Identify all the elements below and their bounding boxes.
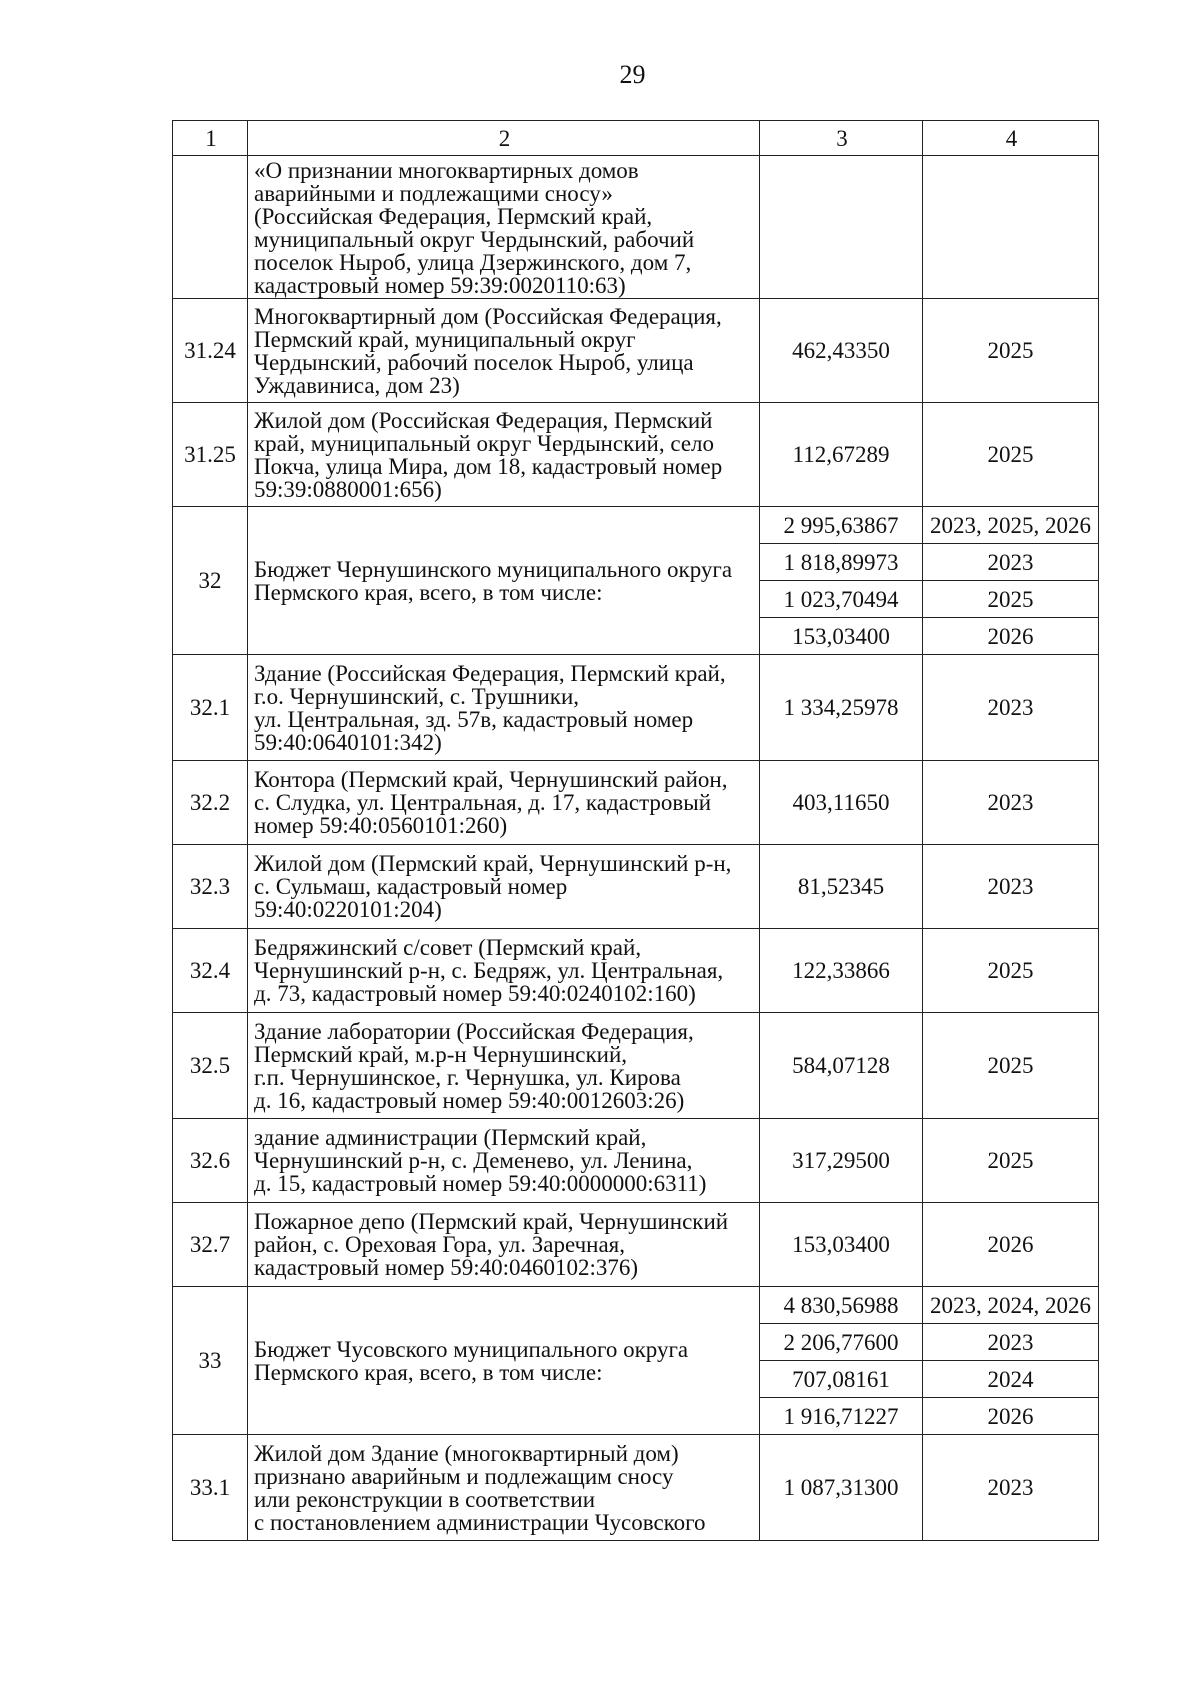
row-years: 2023 bbox=[923, 1435, 1099, 1541]
description-line: аварийными и подлежащими сносу» bbox=[254, 181, 613, 206]
row-description bbox=[248, 1287, 760, 1435]
row-number: 32.4 bbox=[173, 929, 248, 1013]
description-line: Пермский край, муниципальный округ bbox=[254, 326, 636, 352]
description-line: «О признании многоквартирных домов bbox=[254, 158, 639, 183]
row-years: 2026 bbox=[923, 1203, 1099, 1287]
row-years: 2023 bbox=[923, 1324, 1099, 1361]
row-description bbox=[248, 655, 760, 761]
row-amount: 122,33866 bbox=[760, 929, 923, 1013]
row-amount: 403,11650 bbox=[760, 761, 923, 845]
description-line: Пожарное депо (Пермский край, Чернушинский bbox=[254, 1209, 729, 1234]
description-line: д. 15, кадастровый номер 59:40:0000000:6311) bbox=[254, 1171, 707, 1196]
row-description bbox=[248, 1435, 760, 1541]
description-line: признано аварийным и подлежащим сносу bbox=[254, 1463, 674, 1489]
row-number: 32.5 bbox=[173, 1013, 248, 1119]
description-line: 59:40:0640101:342) bbox=[254, 729, 442, 755]
row-description bbox=[248, 761, 760, 845]
row-description bbox=[248, 1119, 760, 1203]
row-amount: 1 334,25978 bbox=[760, 655, 923, 761]
description-line: Бедряжинский с/совет (Пермский край, bbox=[254, 935, 642, 960]
row-years bbox=[923, 156, 1099, 299]
description-line: район, с. Ореховая Гора, ул. Заречная, bbox=[254, 1232, 625, 1257]
row-description bbox=[248, 403, 760, 507]
row-years: 2023, 2024, 2026 bbox=[923, 1287, 1099, 1324]
row-description bbox=[248, 299, 760, 403]
row-years: 2025 bbox=[923, 1119, 1099, 1203]
row-amount: 584,07128 bbox=[760, 1013, 923, 1119]
row-amount bbox=[760, 156, 923, 299]
row-number bbox=[173, 156, 248, 299]
table-row-continuation bbox=[173, 156, 1099, 299]
row-description bbox=[248, 156, 760, 299]
description-line: с. Сульмаш, кадастровый номер bbox=[254, 874, 568, 899]
description-line: Покча, улица Мира, дом 18, кадастровый номер bbox=[254, 453, 723, 479]
row-amount: 2 206,77600 bbox=[760, 1324, 923, 1361]
row-amount: 112,67289 bbox=[760, 403, 923, 507]
description-line: с. Слудка, ул. Центральная, д. 17, кадастровый bbox=[254, 790, 712, 815]
row-years: 2023 bbox=[923, 761, 1099, 845]
row-number: 32 bbox=[173, 507, 248, 655]
description-line: Уждавиниса, дом 23) bbox=[254, 372, 460, 398]
description-line: Чердынский, рабочий поселок Ныроб, улица bbox=[254, 349, 694, 375]
description-line: д. 16, кадастровый номер 59:40:0012603:26) bbox=[254, 1087, 685, 1113]
row-amount: 1 087,31300 bbox=[760, 1435, 923, 1541]
description-line: Многоквартирный дом (Российская Федерация, bbox=[254, 303, 722, 329]
description-line: Жилой дом Здание (многоквартирный дом) bbox=[254, 1440, 679, 1466]
row-amount: 81,52345 bbox=[760, 845, 923, 929]
row-description bbox=[248, 845, 760, 929]
description-line: поселок Ныроб, улица Дзержинского, дом 7, bbox=[254, 250, 692, 275]
row-years: 2023 bbox=[923, 845, 1099, 929]
row-amount: 462,43350 bbox=[760, 299, 923, 403]
row-years: 2023 bbox=[923, 655, 1099, 761]
table-row-32-4 bbox=[173, 929, 1099, 1013]
row-amount: 2 995,63867 bbox=[760, 507, 923, 544]
row-years: 2025 bbox=[923, 929, 1099, 1013]
table-row-32-1 bbox=[173, 655, 1099, 761]
row-amount: 1 023,70494 bbox=[760, 581, 923, 618]
row-description bbox=[248, 929, 760, 1013]
description-line: Пермского края, всего, в том числе: bbox=[254, 579, 603, 605]
row-description bbox=[248, 507, 760, 655]
description-line: Бюджет Чернушинского муниципального округа bbox=[254, 556, 733, 582]
row-years: 2023 bbox=[923, 544, 1099, 581]
description-line: ул. Центральная, зд. 57в, кадастровый номер bbox=[254, 706, 694, 732]
row-years: 2026 bbox=[923, 1398, 1099, 1435]
row-number: 32.1 bbox=[173, 655, 248, 761]
row-amount: 707,08161 bbox=[760, 1361, 923, 1398]
row-amount: 4 830,56988 bbox=[760, 1287, 923, 1324]
row-amount: 153,03400 bbox=[760, 1203, 923, 1287]
description-line: кадастровый номер 59:39:0020110:63) bbox=[254, 273, 626, 298]
description-line: Чернушинский р-н, с. Бедряж, ул. Центральная, bbox=[254, 958, 724, 983]
row-number: 32.2 bbox=[173, 761, 248, 845]
description-line: Контора (Пермский край, Чернушинский район, bbox=[254, 767, 728, 792]
description-line: 59:39:0880001:656) bbox=[254, 476, 442, 502]
header-col-1: 1 bbox=[173, 121, 248, 156]
row-number: 33.1 bbox=[173, 1435, 248, 1541]
row-number: 33 bbox=[173, 1287, 248, 1435]
header-col-2: 2 bbox=[248, 121, 760, 156]
row-number: 32.6 bbox=[173, 1119, 248, 1203]
row-description bbox=[248, 1203, 760, 1287]
description-line: кадастровый номер 59:40:0460102:376) bbox=[254, 1255, 639, 1280]
table-row-32 bbox=[173, 507, 1099, 544]
table-row-33 bbox=[173, 1287, 1099, 1324]
description-line: Пермского края, всего, в том числе: bbox=[254, 1359, 603, 1385]
row-amount: 1 916,71227 bbox=[760, 1398, 923, 1435]
table-row-32-6 bbox=[173, 1119, 1099, 1203]
table-row-33-1 bbox=[173, 1435, 1099, 1541]
budget-table bbox=[172, 120, 1099, 1541]
table-row-32-5 bbox=[173, 1013, 1099, 1119]
description-line: муниципальный округ Чердынский, рабочий bbox=[254, 227, 695, 252]
description-line: г.о. Чернушинский, с. Трушники, bbox=[254, 683, 580, 709]
description-line: Здание лаборатории (Российская Федерация, bbox=[254, 1018, 694, 1044]
row-years: 2026 bbox=[923, 618, 1099, 655]
description-line: д. 73, кадастровый номер 59:40:0240102:160) bbox=[254, 981, 696, 1006]
description-line: с постановлением администрации Чусовского bbox=[254, 1509, 706, 1535]
row-amount: 153,03400 bbox=[760, 618, 923, 655]
description-line: край, муниципальный округ Чердынский, село bbox=[254, 430, 715, 456]
row-years: 2025 bbox=[923, 1013, 1099, 1119]
description-line: (Российская Федерация, Пермский край, bbox=[254, 204, 653, 229]
description-line: Жилой дом (Пермский край, Чернушинский р-н, bbox=[254, 851, 732, 876]
table-row-31-25 bbox=[173, 403, 1099, 507]
table-row-32-7 bbox=[173, 1203, 1099, 1287]
row-amount: 317,29500 bbox=[760, 1119, 923, 1203]
row-years: 2023, 2025, 2026 bbox=[923, 507, 1099, 544]
table-header-row bbox=[173, 121, 1099, 156]
description-line: Чернушинский р-н, с. Деменево, ул. Ленина, bbox=[254, 1148, 693, 1173]
description-line: Пермский край, м.р-н Чернушинский, bbox=[254, 1041, 628, 1067]
description-line: Жилой дом (Российская Федерация, Пермский bbox=[254, 407, 713, 433]
row-years: 2025 bbox=[923, 581, 1099, 618]
description-line: здание администрации (Пермский край, bbox=[254, 1125, 647, 1150]
description-line: или реконструкции в соответствии bbox=[254, 1486, 596, 1512]
row-years: 2025 bbox=[923, 403, 1099, 507]
description-line: номер 59:40:0560101:260) bbox=[254, 813, 508, 838]
row-years: 2025 bbox=[923, 299, 1099, 403]
description-line: Бюджет Чусовского муниципального округа bbox=[254, 1336, 689, 1362]
table-row-32-3 bbox=[173, 845, 1099, 929]
row-description bbox=[248, 1013, 760, 1119]
table-row-31-24 bbox=[173, 299, 1099, 403]
table-row-32-2 bbox=[173, 761, 1099, 845]
row-number: 32.7 bbox=[173, 1203, 248, 1287]
description-line: Здание (Российская Федерация, Пермский край, bbox=[254, 660, 726, 686]
description-line: г.п. Чернушинское, г. Чернушка, ул. Кирова bbox=[254, 1064, 681, 1090]
row-number: 31.25 bbox=[173, 403, 248, 507]
row-number: 32.3 bbox=[173, 845, 248, 929]
header-col-3: 3 bbox=[760, 121, 923, 156]
description-line: 59:40:0220101:204) bbox=[254, 897, 442, 922]
row-years: 2024 bbox=[923, 1361, 1099, 1398]
row-amount: 1 818,89973 bbox=[760, 544, 923, 581]
header-col-4: 4 bbox=[923, 121, 1099, 156]
row-number: 31.24 bbox=[173, 299, 248, 403]
page-number: 29 bbox=[619, 60, 646, 89]
